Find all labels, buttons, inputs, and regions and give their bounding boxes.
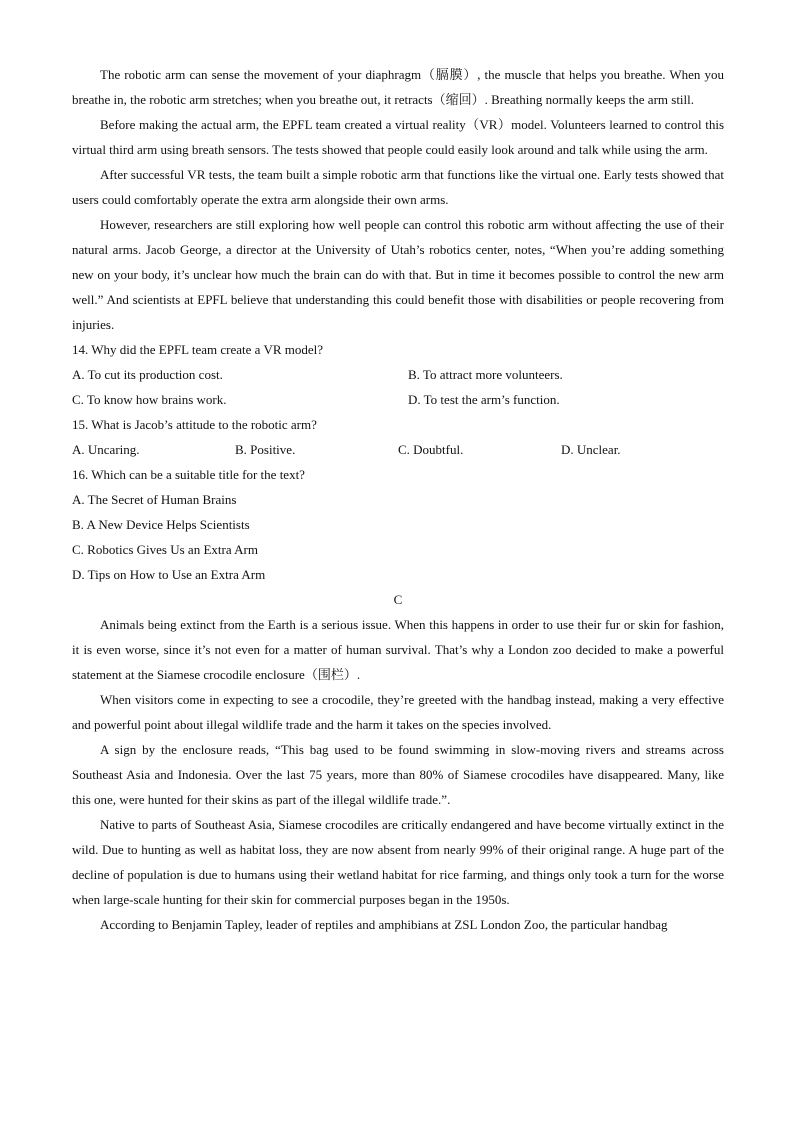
option-row: [72, 437, 724, 462]
section-heading: C: [393, 592, 403, 607]
question-16: [72, 462, 724, 587]
passage-paragraph: After successful VR tests, the team built a simple robotic arm that functions like the virtual one. Early tests showed that users could comfortably operate the extra arm alongside their own arms.: [72, 167, 724, 207]
option-c: C. Robotics Gives Us an Extra Arm: [72, 542, 258, 557]
option-d: D. To test the arm’s function.: [408, 392, 560, 407]
passage-paragraph: However, researchers are still exploring how well people can control this robotic arm without affecting the use of their natural arms. Jacob George, a director at the University of Utah’s robotics center, notes, “When you’re adding something new on your body, it’s unclear how much the brain can do with that. But in time it becomes possible to control the new arm well.” And scientists at EPFL believe that understanding this could benefit those with disabilities or people recovering from injuries.: [72, 217, 724, 332]
question-14: [72, 337, 724, 412]
question-15: [72, 412, 724, 462]
option-c: C. To know how brains work.: [72, 392, 227, 407]
passage-paragraph: Animals being extinct from the Earth is a serious issue. When this happens in order to use their fur or skin for fashion, it is even worse, since it’s not even for a matter of human survival. That’s why a London zoo decided to make a powerful statement at the Siamese crocodile enclosure（围栏）.: [72, 617, 724, 682]
document-page: [72, 62, 724, 937]
option-row: [72, 362, 724, 387]
passage-paragraph: A sign by the enclosure reads, “This bag used to be found swimming in slow-moving rivers and streams across Southeast Asia and Indonesia. Over the last 75 years, more than 80% of Siamese crocodiles have disappeared. Many, like this one, were hunted for their skins as part of the illegal wildlife trade.”.: [72, 742, 724, 807]
question-stem: 15. What is Jacob’s attitude to the robotic arm?: [72, 417, 317, 432]
option-b: B. To attract more volunteers.: [408, 367, 563, 382]
option-a: A. To cut its production cost.: [72, 367, 223, 382]
passage-paragraph: When visitors come in expecting to see a crocodile, they’re greeted with the handbag instead, making a very effective and powerful point about illegal wildlife trade and the harm it takes on the species involved.: [72, 692, 724, 732]
option-c: C. Doubtful.: [398, 442, 464, 457]
passage-paragraph: Native to parts of Southeast Asia, Siamese crocodiles are critically endangered and have become virtually extinct in the wild. Due to hunting as well as habitat loss, they are now absent from nearly 99% of their original range. A huge part of the decline of population is due to humans using their wetland habitat for rice farming, and things only took a turn for the worse when large-scale hunting for their skin for commercial purposes began in the 1950s.: [72, 817, 724, 907]
question-stem: 14. Why did the EPFL team create a VR model?: [72, 342, 324, 357]
passage-paragraph: Before making the actual arm, the EPFL team created a virtual reality（VR）model. Volunteers learned to control this virtual third arm using breath sensors. The tests showed that people could easily look around and talk while using the arm.: [72, 117, 724, 157]
option-row: [72, 387, 724, 412]
question-stem: 16. Which can be a suitable title for the text?: [72, 467, 305, 482]
passage-paragraph: The robotic arm can sense the movement of your diaphragm（膈膜）, the muscle that helps you breathe. When you breathe in, the robotic arm stretches; when you breathe out, it retracts（缩回）. Breathing normally keeps the arm still.: [72, 67, 724, 107]
option-d: D. Tips on How to Use an Extra Arm: [72, 567, 266, 582]
option-b: B. A New Device Helps Scientists: [72, 517, 250, 532]
passage-paragraph: According to Benjamin Tapley, leader of reptiles and amphibians at ZSL London Zoo, the particular handbag: [100, 917, 668, 932]
option-a: A. The Secret of Human Brains: [72, 492, 237, 507]
option-d: D. Unclear.: [561, 442, 621, 457]
option-b: B. Positive.: [235, 442, 296, 457]
option-a: A. Uncaring.: [72, 442, 140, 457]
